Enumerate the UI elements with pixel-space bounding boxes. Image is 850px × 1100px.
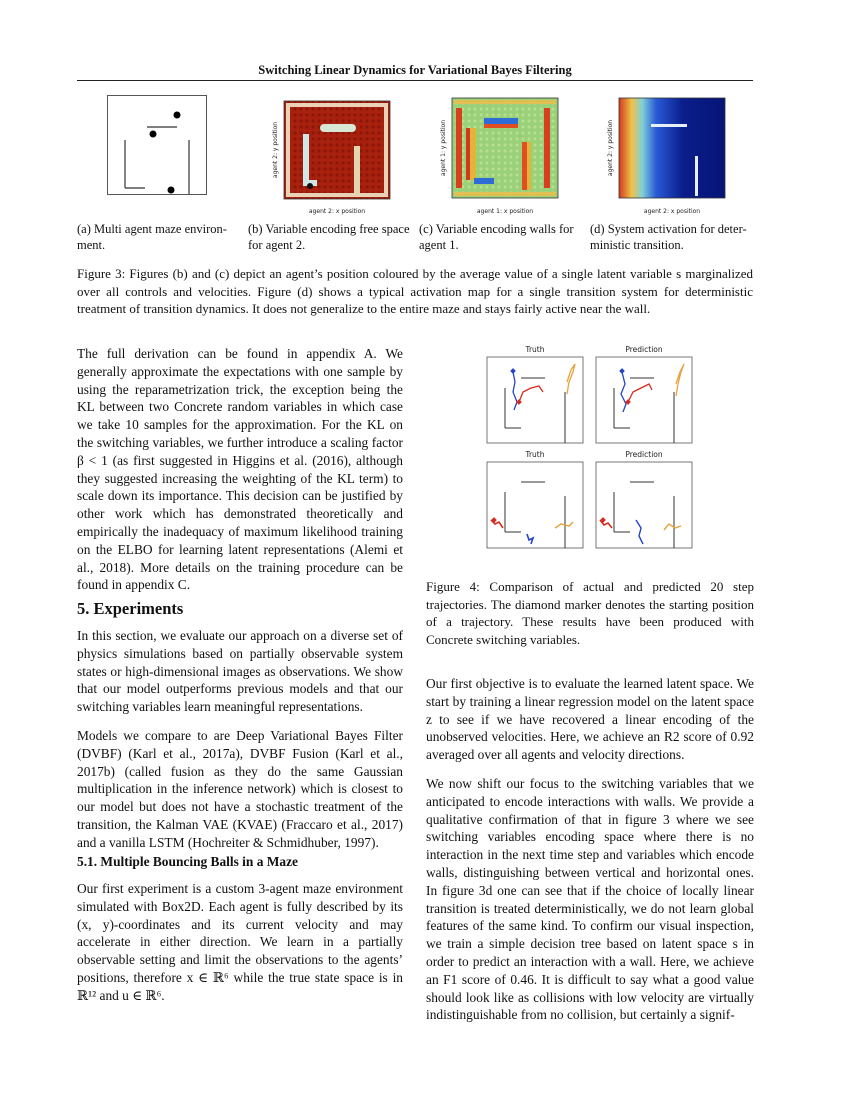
left-column-experiments <box>77 627 403 863</box>
agent-ball <box>168 187 175 194</box>
left-column-maze <box>77 880 403 1016</box>
subcaption-a: (a) Multi agent maze environ-ment. <box>77 222 227 252</box>
left-column <box>77 345 403 605</box>
subsection-heading: 5.1. Multiple Bouncing Balls in a Maze <box>77 854 298 869</box>
figure3a-maze <box>107 95 207 195</box>
xlabel: agent 1: x position <box>476 208 534 215</box>
subcaption-c: (c) Variable encoding walls for agent 1. <box>419 222 574 252</box>
ylabel: agent 2: y position <box>272 121 279 179</box>
ylabel: agent 2: y position <box>607 119 614 177</box>
subcaption-d: (d) System activation for deter-ministic transition. <box>590 222 747 252</box>
panel-truth-top <box>487 357 583 443</box>
right-column <box>426 675 754 1035</box>
figure3-caption: Figure 3: Figures (b) and (c) depict an agent’s position coloured by the average value of a single latent variable s marginalized over all controls and velocities. Figure (d) shows a typical activation map for a single transition system for deterministic treatment of transition dynamics. It does not generalize to the entire maze and stays fairly active near the wall. <box>77 266 753 316</box>
ylabel: agent 1: y position <box>440 119 447 177</box>
panel-prediction-top <box>596 357 692 443</box>
maze-plot <box>107 95 207 195</box>
paragraph: The full derivation can be found in appendix A. We generally approximate the expectations with one sample by using the reparametrization trick, the exception being the KL between two Concrete random variables in which case we take 10 samples for the approximation. For the KL on the switching variables, we further introduce a scaling factor β < 1 (as first suggested in Higgins et al. (2016), although they suggested increasing the weighting of the KL term) to scale down its importance. This decision can be justified by other work which has demonstrated theoretically and empirically the inadequacy of maximum likelihood training on the ELBO for learning latent representations (Alemi et al., 2018). More details on the training procedure can be found in appendix C. <box>77 346 403 593</box>
paragraph: We now shift our focus to the switching variables that we anticipated to encode interactions with walls. We provide a qualitative confirmation of that in figure 3 where we see switching variables encoding space where there is no interaction in the next time step and variables which encode walls, distinguishing between vertical and horizontal ones. In figure 3d one can see that if the choice of locally linear transition is treated deterministically, we do not learn global features of the same kind. To confirm our visual inspection, we train a simple decision tree based on latent space s in order to predict an interaction with a wall. Here, we achieve an F1 score of 0.46. It is difficult to say what a good value should look like as collisions with low velocity are virtually indistinguishable from no collision, but certainly a signif- <box>426 775 754 1023</box>
paragraph: In this section, we evaluate our approach on a diverse set of physics simulations based on partially observable system states or high-dimensional images as observations. We show that our model outperforms previous models and that our switching variables learn meaningful representations. <box>77 628 403 715</box>
paragraph: Our first objective is to evaluate the learned latent space. We start by training a linear regression model on the latent space z to see if we have recovered a linear encoding of the unobserved velocities. Here, we achieve an R2 score of 0.92 averaged over all agents and velocity directions. <box>426 676 754 763</box>
figure4-trajectories <box>483 342 703 572</box>
panel-title: Prediction <box>625 345 663 354</box>
panel-title: Prediction <box>625 450 663 459</box>
agent-ball <box>174 112 181 119</box>
header-rule <box>77 80 753 81</box>
agent-ball <box>150 131 157 138</box>
xlabel: agent 2: x position <box>643 208 701 215</box>
figure3d-activation <box>603 94 731 218</box>
section-heading: 5. Experiments <box>77 599 184 618</box>
panel-truth-bottom <box>487 462 583 548</box>
panel-title: Truth <box>525 450 545 459</box>
subcaption-b: (b) Variable encoding free space for agent 2. <box>248 222 410 252</box>
panel-prediction-bottom <box>596 462 692 548</box>
figure4-caption: Figure 4: Comparison of actual and predicted 20 step trajectories. The diamond marker denotes the starting position of a trajectory. These results have been produced with Concrete switching variables. <box>426 579 754 647</box>
paragraph: Models we compare to are Deep Variational Bayes Filter (DVBF) (Karl et al., 2017a), DVBF Fusion (Karl et al., 2017b) (called fusion as they do the same Gaussian multiplication in the inference network) which is closest to our model but does not have a stochastic treatment of the transition, the Kalman VAE (KVAE) (Fraccaro et al., 2017) and a vanilla LSTM (Hochreiter & Schmidhuber, 1997). <box>77 727 403 850</box>
figure3b-heatmap <box>268 94 396 218</box>
paragraph: Our first experiment is a custom 3-agent maze environment simulated with Box2D. Each agent is fully described by its (x, y)-coordinates and its current velocity and may accelerate in either direction. We learn in a partially observable setting and limit the observations to the agents’ positions, therefore x ∈ ℝ⁶ while the true state space is in ℝ¹² and u ∈ ℝ⁶. <box>77 881 403 1003</box>
running-header: Switching Linear Dynamics for Variational Bayes Filtering <box>258 63 572 77</box>
figure3c-heatmap <box>436 94 564 218</box>
panel-title: Truth <box>525 345 545 354</box>
xlabel: agent 2: x position <box>308 208 366 215</box>
